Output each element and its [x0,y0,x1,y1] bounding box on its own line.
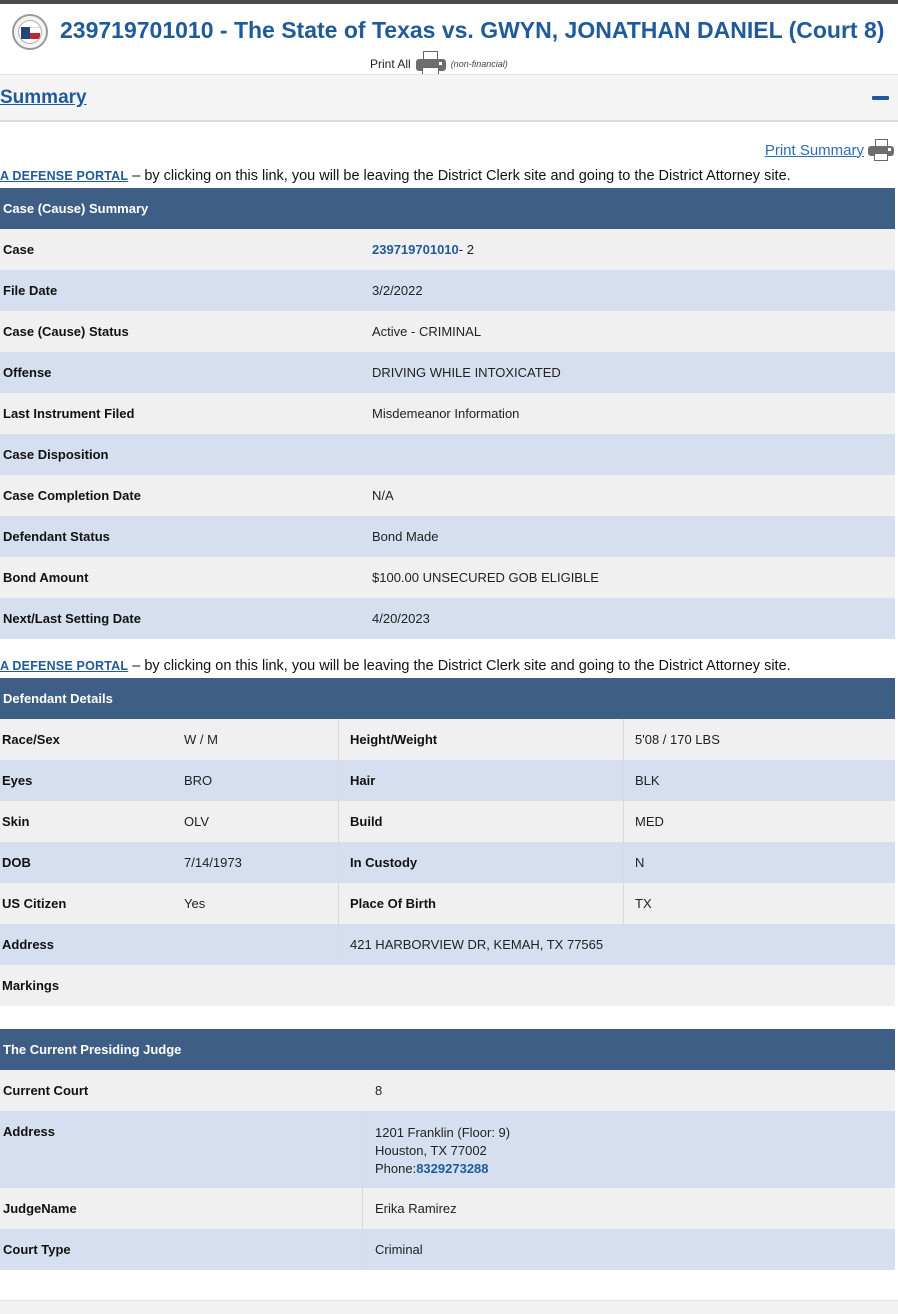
table-row [0,801,895,842]
row-value: TX [635,896,652,911]
row-value: 8 [375,1083,383,1098]
row-value: 7/14/1973 [184,855,242,870]
summary-heading[interactable]: Summary [0,87,87,108]
row-label: Case [3,242,35,257]
row-value: Erika Ramirez [375,1201,457,1216]
next-section-strip [0,1300,898,1314]
column-divider [623,760,624,801]
portal-message: – by clicking on this link, you will be leaving the District Clerk site and going to the District Attorney site. [128,658,791,674]
case-summary-heading: Case (Cause) Summary [0,188,895,229]
defense-portal-link[interactable]: A DEFENSE PORTAL [0,659,129,673]
table-row [0,924,895,965]
row-label: Height/Weight [350,732,438,747]
portal-notice [0,168,791,184]
row-value: N/A [372,488,394,503]
printer-icon[interactable] [868,139,894,161]
row-label: Hair [350,773,376,788]
table-row [0,270,895,311]
table-row [0,842,895,883]
column-divider [338,842,339,883]
table-row [0,1229,895,1270]
presiding-judge-table [0,1029,895,1270]
column-divider [338,801,339,842]
case-number-link[interactable]: 239719701010 [372,242,459,257]
row-value: Active - CRIMINAL [372,324,482,339]
row-label: Case Disposition [3,447,109,462]
column-divider [338,719,339,760]
row-value: BLK [635,773,660,788]
row-value: Bond Made [372,529,439,544]
row-value: DRIVING WHILE INTOXICATED [372,365,561,380]
row-label: Build [350,814,383,829]
row-label: Case (Cause) Status [3,324,129,339]
page-header [0,4,898,74]
column-divider [623,801,624,842]
table-row [0,516,895,557]
row-value [372,229,474,270]
phone-link[interactable]: 8329273288 [416,1161,489,1176]
row-label: Current Court [3,1083,89,1098]
row-label: Last Instrument Filed [3,406,135,421]
table-row [0,598,895,639]
row-label: File Date [3,283,58,298]
row-label: DOB [2,855,31,870]
row-value: N [635,855,645,870]
row-value: OLV [184,814,210,829]
row-value: MED [635,814,664,829]
row-label: Place Of Birth [350,896,436,911]
texas-seal-icon [12,14,48,50]
defendant-details-heading: Defendant Details [0,678,895,719]
table-row [0,965,895,1006]
table-row [0,434,895,475]
judge-phone-line [375,1160,510,1178]
column-divider [362,1188,363,1229]
print-summary-link[interactable]: Print Summary [764,141,864,159]
column-divider [338,924,339,965]
table-row [0,760,895,801]
row-label: Address [2,937,55,952]
portal-notice [0,658,791,674]
minus-icon[interactable] [872,96,889,100]
table-row [0,883,895,924]
row-value: Misdemeanor Information [372,406,520,421]
portal-message: – by clicking on this link, you will be leaving the District Clerk site and going to the District Attorney site. [128,168,791,184]
table-row [0,229,895,270]
row-label: Next/Last Setting Date [3,611,141,626]
row-value: W / M [184,732,218,747]
row-value: BRO [184,773,213,788]
page-title: 239719701010 - The State of Texas vs. GWYN, JONATHAN DANIEL (Court 8) [60,17,885,43]
row-label: Bond Amount [3,570,89,585]
table-row [0,311,895,352]
row-value: Criminal [375,1242,423,1257]
row-label: Offense [3,365,52,380]
column-divider [338,883,339,924]
phone-label: Phone: [375,1161,417,1176]
table-row [0,719,895,760]
judge-address-line2: Houston, TX 77002 [375,1143,487,1158]
column-divider [338,760,339,801]
row-label: Case Completion Date [3,488,141,503]
table-row [0,1111,895,1188]
table-row [0,352,895,393]
column-divider [623,842,624,883]
row-label: JudgeName [3,1201,77,1216]
column-divider [623,883,624,924]
row-label: Court Type [3,1242,71,1257]
column-divider [623,719,624,760]
table-row [0,1188,895,1229]
row-label: Defendant Status [3,529,110,544]
table-row [0,475,895,516]
row-label: Address [3,1124,56,1139]
table-row [0,393,895,434]
column-divider [362,1111,363,1188]
defense-portal-link[interactable]: A DEFENSE PORTAL [0,169,129,183]
summary-section-header[interactable] [0,74,898,122]
row-label: Markings [2,978,60,993]
row-value: $100.00 UNSECURED GOB ELIGIBLE [372,570,599,585]
print-all-label[interactable]: Print All [370,57,411,71]
row-value: 4/20/2023 [372,611,430,626]
row-value: Yes [184,896,206,911]
row-label: Race/Sex [2,732,60,747]
row-label: Skin [2,814,30,829]
defendant-details-table [0,678,895,1006]
print-summary-control[interactable] [765,139,894,161]
row-label: US Citizen [2,896,67,911]
judge-address-line1: 1201 Franklin (Floor: 9) [375,1125,511,1140]
print-all-note: (non-financial) [450,59,508,69]
case-summary-table [0,188,895,639]
case-suffix: - 2 [458,242,474,257]
row-value: 421 HARBORVIEW DR, KEMAH, TX 77565 [350,937,604,952]
column-divider [362,1229,363,1270]
table-row [0,557,895,598]
judge-address-block [375,1124,510,1178]
row-label: Eyes [2,773,33,788]
row-value: 5'08 / 170 LBS [635,732,720,747]
table-row [0,1070,895,1111]
row-label: In Custody [350,855,418,870]
row-value: 3/2/2022 [372,283,423,298]
presiding-judge-heading: The Current Presiding Judge [0,1029,895,1070]
